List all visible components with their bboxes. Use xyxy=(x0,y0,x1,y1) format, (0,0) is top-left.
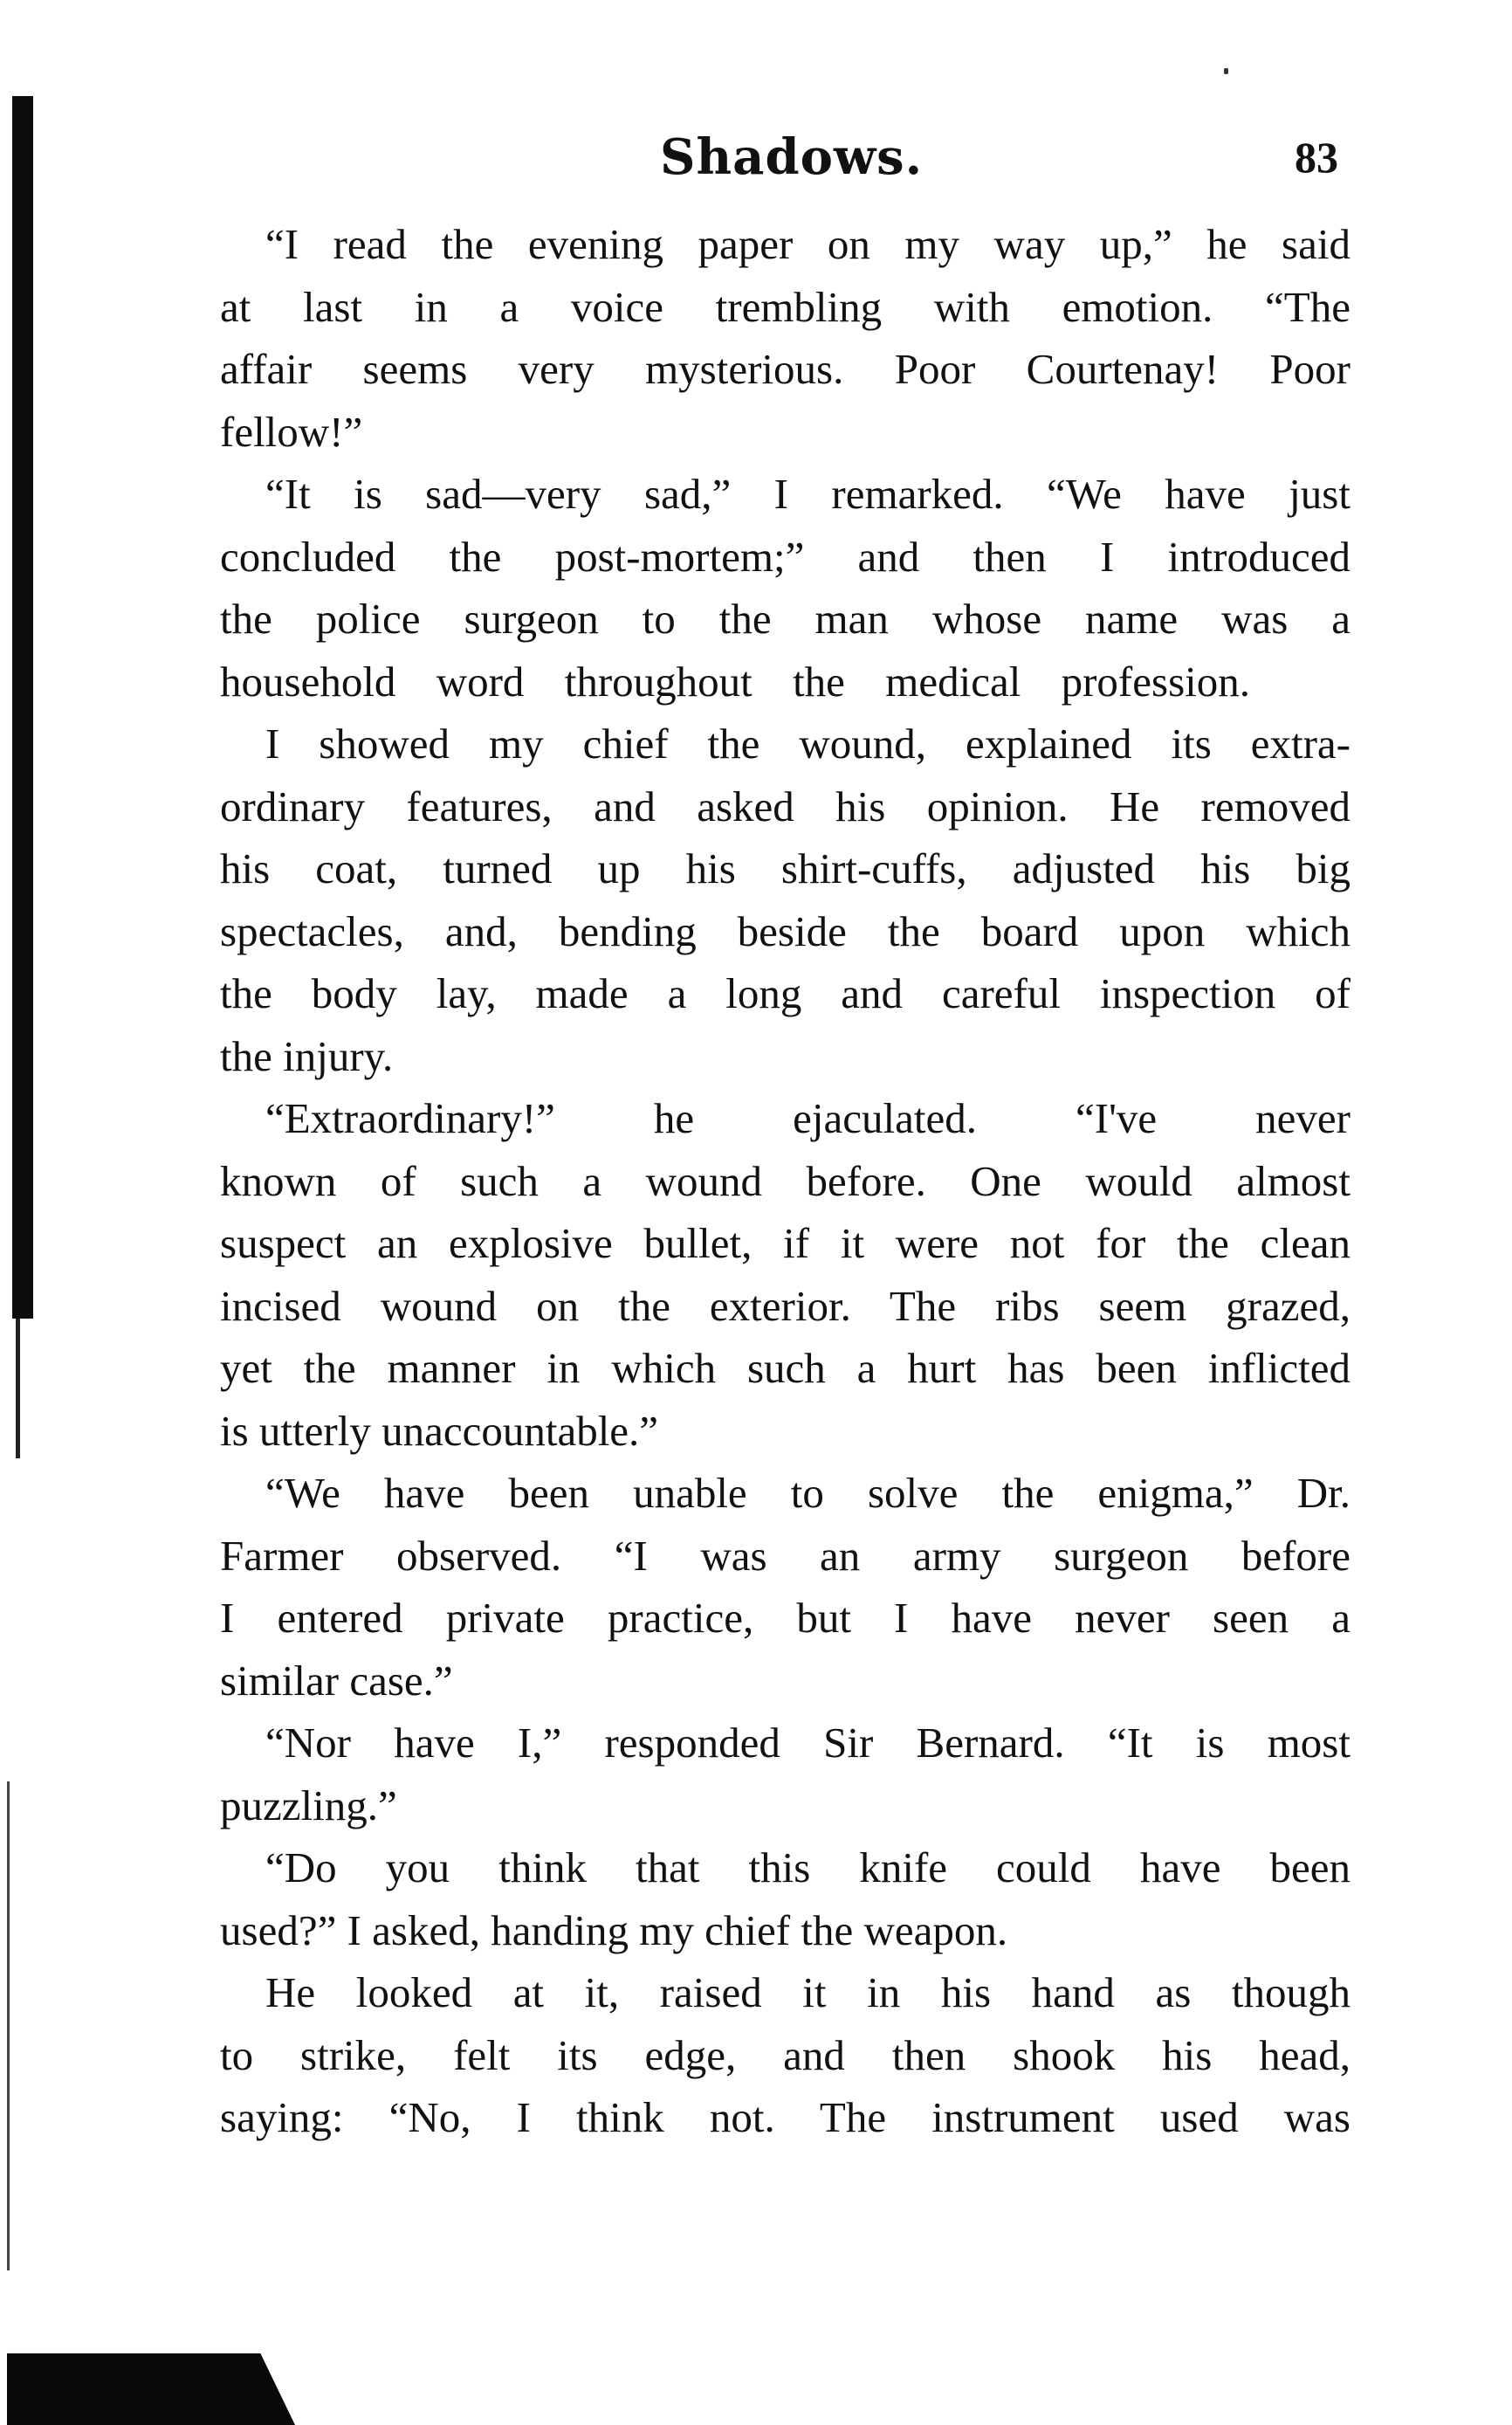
text-line: to strike, felt its edge, and then shook his head, xyxy=(220,2030,1350,2079)
text-line: “Nor have I,” responded Sir Bernard. “It is most xyxy=(265,1719,1350,1767)
running-title: Shadows. xyxy=(660,128,924,186)
text-line: suspect an explosive bullet, if it were not for the clean xyxy=(220,1219,1350,1267)
text-line: “It is sad—very sad,” I remarked. “We have just xyxy=(265,470,1350,518)
text-line: is utterly unaccountable.” xyxy=(220,1406,659,1455)
text-line: spectacles, and, bending beside the board upon which xyxy=(220,906,1350,955)
scan-speck xyxy=(1224,68,1228,74)
text-line: “We have been unable to solve the enigma,” Dr. xyxy=(265,1469,1350,1517)
text-line: the body lay, made a long and careful inspection of xyxy=(220,969,1350,1017)
text-line: incised wound on the exterior. The ribs seem grazed, xyxy=(220,1281,1350,1330)
text-line: similar case.” xyxy=(220,1656,453,1705)
text-line: I entered private practice, but I have never seen a xyxy=(220,1594,1350,1642)
scan-binding-shadow-tail xyxy=(16,1319,20,1458)
text-line: saying: “No, I think not. The instrument used was xyxy=(220,2093,1350,2141)
text-line: the police surgeon to the man whose name was a xyxy=(220,595,1350,643)
text-line: puzzling.” xyxy=(220,1781,397,1829)
text-line: concluded the post-mortem;” and then I introduced xyxy=(220,532,1350,581)
body-text xyxy=(220,213,1350,2149)
text-line: “Extraordinary!” he ejaculated. “I've never xyxy=(265,1094,1350,1142)
text-line: used?” I asked, handing my chief the weapon. xyxy=(220,1905,1008,1954)
text-line: He looked at it, raised it in his hand as though xyxy=(265,1968,1350,2016)
text-line: ordinary features, and asked his opinion. He removed xyxy=(220,782,1350,830)
scan-edge-line xyxy=(7,1781,10,2270)
text-line: “I read the evening paper on my way up,” he said xyxy=(265,220,1350,268)
text-line: “Do you think that this knife could have been xyxy=(265,1843,1350,1891)
text-line: the injury. xyxy=(220,1031,394,1080)
text-line: known of such a wound before. One would almost xyxy=(220,1156,1350,1205)
scan-corner-shadow xyxy=(7,2353,295,2425)
text-line: I showed my chief the wound, explained its extra- xyxy=(265,720,1350,768)
text-line: Farmer observed. “I was an army surgeon before xyxy=(220,1531,1350,1580)
running-head xyxy=(0,122,1512,192)
text-line: at last in a voice trembling with emotion. “The xyxy=(220,282,1350,331)
page-number: 83 xyxy=(1295,133,1338,182)
text-line: his coat, turned up his shirt-cuffs, adjusted his big xyxy=(220,844,1350,892)
text-line: affair seems very mysterious. Poor Courtenay! Poor xyxy=(220,345,1350,393)
text-line: fellow!” xyxy=(220,407,363,456)
scan-binding-shadow xyxy=(12,96,33,1319)
text-line: household word throughout the medical profession. xyxy=(220,657,1250,706)
text-line: yet the manner in which such a hurt has been inflicted xyxy=(220,1344,1350,1392)
